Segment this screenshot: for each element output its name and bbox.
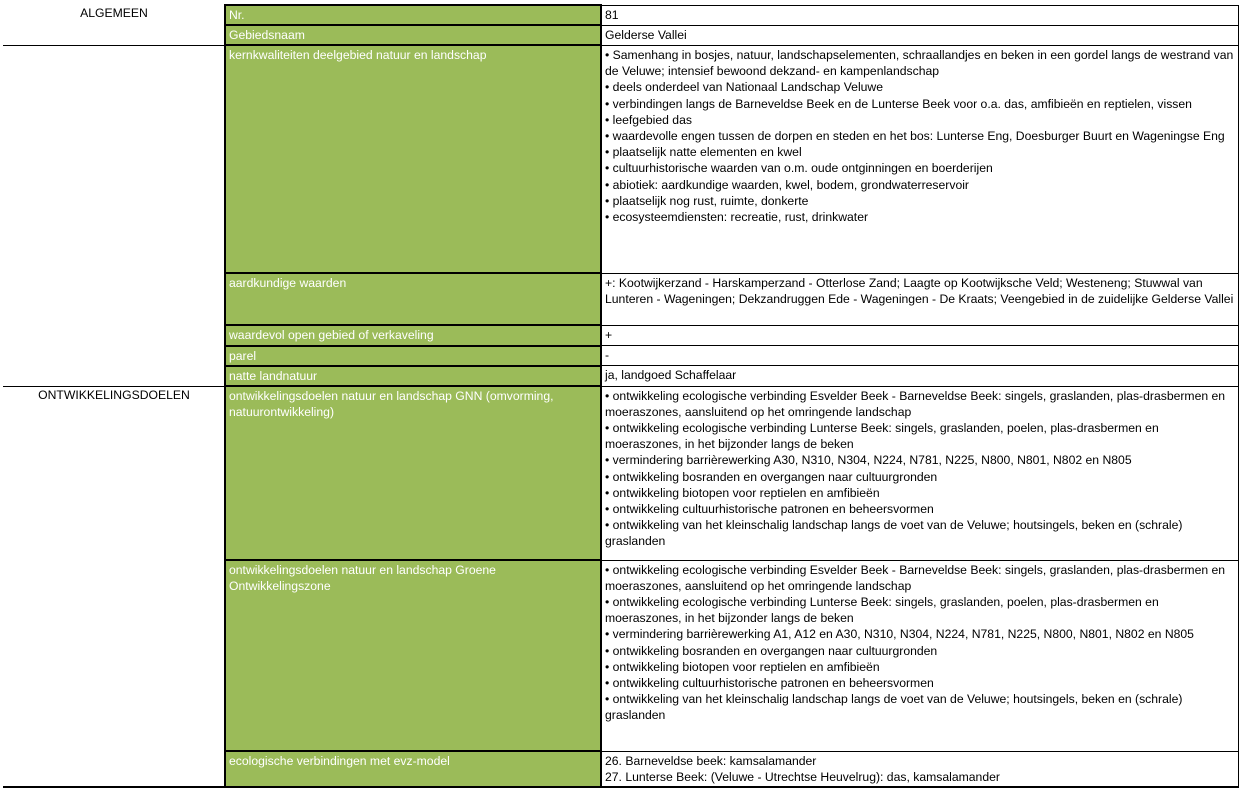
- list-item: • verbindingen langs de Barneveldse Beek en de Lunterse Beek voor o.a. das, amfibieën en reptielen, vissen: [605, 96, 1192, 111]
- list-item: • ontwikkeling ecologische verbinding Esvelder Beek - Barneveldse Beek: singels, graslanden, plas-drasbermen en moeraszones, aansluitend op het omringende landschap: [605, 562, 1226, 593]
- section-blank: [3, 325, 225, 345]
- label-aardkundige-waarden: aardkundige waarden: [225, 273, 601, 325]
- value-gebiedsnaam: Gelderse Vallei: [601, 25, 1238, 45]
- list-item: • waardevolle engen tussen de dorpen en steden en het bos: Lunterse Eng, Doesburger Buurt en Wageningse Eng: [605, 128, 1225, 143]
- list-item: • ontwikkeling bosranden en overgangen naar cultuurgronden: [605, 469, 938, 484]
- section-blank: [3, 346, 225, 366]
- section-blank: [3, 560, 225, 751]
- list-item: • cultuurhistorische waarden van o.m. oude ontginningen en boerderijen: [605, 161, 993, 176]
- area-table: [3, 4, 1239, 788]
- section-algemeen: ALGEMEEN: [80, 6, 148, 20]
- list-item: • ontwikkeling van het kleinschalig landschap langs de voet van de Veluwe; houtsingels, beken en (schrale) graslanden: [605, 692, 1183, 723]
- section-ontwikkelingsdoelen: ONTWIKKELINGSDOELEN: [3, 386, 225, 560]
- label-nr: Nr.: [225, 5, 601, 25]
- list-item: • ontwikkeling ecologische verbinding Lunterse Beek: singels, graslanden, poelen, plas-drasbermen en moeraszones, in het bijzonder langs de beken: [605, 420, 1159, 452]
- list-item: • ecosysteemdiensten: recreatie, rust, drinkwater: [605, 209, 869, 224]
- value-open-gebied: +: [601, 325, 1238, 345]
- value-groene-ontwikkelingszone: [601, 560, 1238, 751]
- label-kernkwaliteiten: kernkwaliteiten deelgebied natuur en landschap: [225, 45, 601, 273]
- list-item: • ontwikkeling bosranden en overgangen naar cultuurgronden: [605, 643, 938, 658]
- value-nr: 81: [601, 5, 1238, 25]
- label-groene-ontwikkelingszone: ontwikkelingsdoelen natuur en landschap Groene Ontwikkelingszone: [225, 560, 601, 751]
- label-open-gebied: waardevol open gebied of verkaveling: [225, 325, 601, 345]
- value-parel: -: [601, 346, 1238, 366]
- label-evz: ecologische verbindingen met evz-model: [225, 751, 601, 787]
- list-item: 27. Lunterse Beek: (Veluwe - Utrechtse Heuvelrug): das, kamsalamander: [605, 769, 1000, 784]
- list-item: • abiotiek: aardkundige waarden, kwel, bodem, grondwaterreservoir: [605, 177, 969, 192]
- value-gnn: [601, 386, 1238, 560]
- list-item: 26. Barneveldse beek: kamsalamander: [605, 753, 817, 768]
- value-aardkundige-waarden: +: Kootwijkerzand - Harskamperzand - Otterlose Zand; Laagte op Kootwijksche Veld; Westeneng; Stuwwal van Lunteren - Wageningen; Dekzandruggen Ede - Wageningen - De Kraats; Veengebied in de zuidelijke Gelderse Vallei: [601, 273, 1238, 325]
- list-item: • plaatselijk nog rust, ruimte, donkerte: [605, 193, 809, 208]
- list-item: • deels onderdeel van Nationaal Landschap Veluwe: [605, 80, 884, 95]
- section-blank: [3, 25, 225, 45]
- list-item: • vermindering barrièrewerking A30, N310, N304, N224, N781, N225, N800, N801, N802 en N805: [605, 453, 1132, 468]
- list-item: • plaatselijk natte elementen en kwel: [605, 145, 802, 160]
- label-gebiedsnaam: Gebiedsnaam: [225, 25, 601, 45]
- label-natte-landnatuur: natte landnatuur: [225, 366, 601, 386]
- section-blank: [3, 366, 225, 386]
- list-item: • ontwikkeling ecologische verbinding Lunterse Beek: singels, graslanden, poelen, plas-drasbermen en moeraszones, in het bijzonder langs de beken: [605, 594, 1159, 626]
- list-item: • ontwikkeling biotopen voor reptielen en amfibieën: [605, 485, 880, 500]
- list-item: • ontwikkeling ecologische verbinding Esvelder Beek - Barneveldse Beek: singels, graslanden, plas-drasbermen en moeraszones, aansluitend op het omringende landschap: [605, 388, 1226, 419]
- label-gnn: ontwikkelingsdoelen natuur en landschap GNN (omvorming, natuurontwikkeling): [225, 386, 601, 560]
- value-natte-landnatuur: ja, landgoed Schaffelaar: [601, 366, 1238, 386]
- list-item: • leefgebied das: [605, 112, 692, 127]
- list-item: • ontwikkeling cultuurhistorische patronen en beheersvormen: [605, 675, 934, 690]
- section-blank: [3, 273, 225, 325]
- list-item: • ontwikkeling biotopen voor reptielen en amfibieën: [605, 659, 880, 674]
- label-parel: parel: [225, 346, 601, 366]
- value-kernkwaliteiten: [601, 45, 1238, 273]
- list-item: • ontwikkeling van het kleinschalig landschap langs de voet van de Veluwe; houtsingels, beken en (schrale) graslanden: [605, 518, 1183, 549]
- section-blank: [3, 45, 225, 273]
- list-item: • ontwikkeling cultuurhistorische patronen en beheersvormen: [605, 501, 934, 516]
- section-blank: [3, 751, 225, 787]
- value-evz: [601, 751, 1238, 787]
- list-item: • vermindering barrièrewerking A1, A12 en A30, N310, N304, N224, N781, N225, N800, N801, N802 en N805: [605, 627, 1194, 642]
- list-item: • Samenhang in bosjes, natuur, landschapselementen, schraallandjes en beken in een gordel langs de westrand van de Veluwe; intensief bewoond dekzand- en kampenlandschap: [605, 47, 1234, 79]
